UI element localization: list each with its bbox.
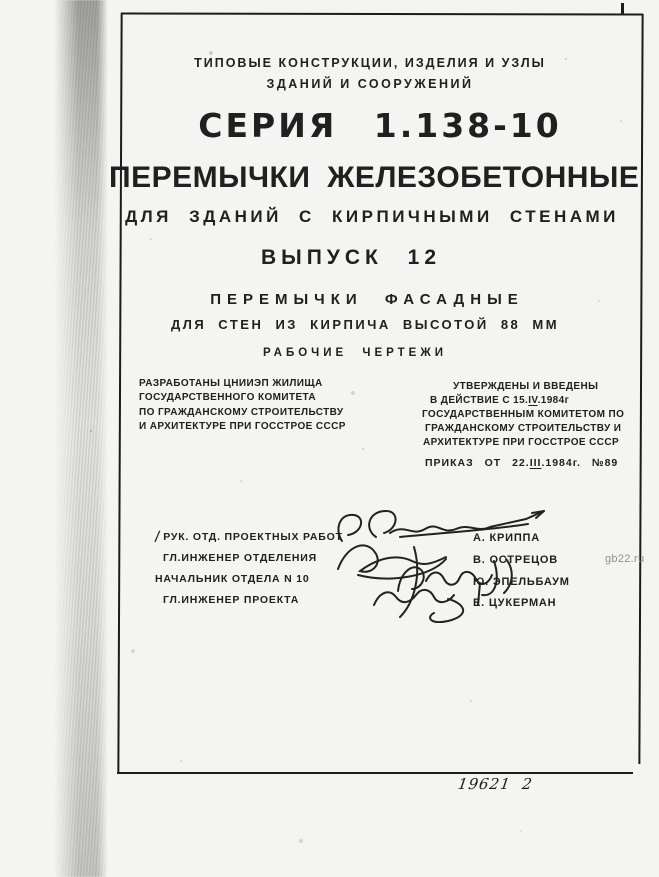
- approval-line: ГОСУДАРСТВЕННЫМ КОМИТЕТОМ ПО: [422, 408, 625, 420]
- inventory-number: 19621 2: [456, 775, 535, 793]
- site-watermark: gb22.ru: [605, 553, 645, 565]
- signature-role: ГЛ.ИНЖЕНЕР ОТДЕЛЕНИЯ: [163, 552, 317, 564]
- signature-names-block: [473, 528, 570, 615]
- order-month-roman: III: [529, 457, 542, 469]
- slash-mark: /: [153, 528, 162, 547]
- border-frame-bottom: [117, 772, 633, 774]
- document-category-line1: ТИПОВЫЕ КОНСТРУКЦИИ, ИЗДЕЛИЯ И УЗЛЫ: [194, 56, 546, 70]
- approval-line: АРХИТЕКТУРЕ ПРИ ГОССТРОЕ СССР: [423, 436, 620, 448]
- section-title: ПЕРЕМЫЧКИ ФАСАДНЫЕ: [210, 291, 524, 308]
- signature-role: НАЧАЛЬНИК ОТДЕЛА N 10: [155, 573, 310, 585]
- page-corner-tick: [621, 3, 624, 15]
- document-title: ПЕРЕМЫЧКИ ЖЕЛЕЗОБЕТОННЫЕ: [109, 161, 640, 194]
- developed-by-line: РАЗРАБОТАНЫ ЦНИИЭП ЖИЛИЩА: [139, 378, 323, 389]
- signature-role: / РУК. ОТД. ПРОЕКТНЫХ РАБОТ: [153, 528, 343, 547]
- order-line: ПРИКАЗ ОТ 22.III.1984г. №89: [425, 457, 619, 469]
- approval-line: УТВЕРЖДЕНЫ И ВВЕДЕНЫ: [453, 381, 599, 392]
- signature-roles-block: [155, 527, 343, 611]
- approval-block: [422, 380, 624, 450]
- signature-name: Ю. ЭПЕЛЬБАУМ: [473, 575, 570, 588]
- developed-by-line: ПО ГРАЖДАНСКОМУ СТРОИТЕЛЬСТВУ: [139, 406, 344, 418]
- approval-line: ГРАЖДАНСКОМУ СТРОИТЕЛЬСТВУ И: [425, 422, 622, 434]
- developed-by-line: ГОСУДАРСТВЕННОГО КОМИТЕТА: [139, 392, 317, 404]
- signature-name: Е. ЦУКЕРМАН: [473, 597, 557, 610]
- signature-name: А. КРИППА: [473, 532, 540, 544]
- approval-month-roman: IV: [528, 394, 538, 406]
- section-subtitle: ДЛЯ СТЕН ИЗ КИРПИЧА ВЫСОТОЙ 88 ММ: [170, 317, 560, 332]
- signature-name: В. ОСТРЕЦОВ: [473, 553, 559, 566]
- approval-date-line: В ДЕЙСТВИЕ С 15.IV.1984г: [430, 394, 570, 406]
- border-frame-top: [121, 12, 643, 15]
- scan-noise-speckles: [0, 0, 2, 2]
- working-drawings-label: РАБОЧИЕ ЧЕРТЕЖИ: [262, 347, 447, 359]
- document-subtitle: ДЛЯ ЗДАНИЙ С КИРПИЧНЫМИ СТЕНАМИ: [125, 207, 619, 226]
- developed-by-line: И АРХИТЕКТУРЕ ПРИ ГОССТРОЕ СССР: [139, 421, 346, 433]
- scan-edge-artifact: [54, 0, 108, 877]
- document-category-line2: ЗДАНИЙ И СООРУЖЕНИЙ: [266, 77, 474, 91]
- signature-role: ГЛ.ИНЖЕНЕР ПРОЕКТА: [163, 594, 300, 606]
- developed-by-block: [139, 377, 346, 435]
- issue-number: ВЫПУСК 12: [260, 246, 442, 269]
- series-number: СЕРИЯ 1.138-10: [198, 106, 562, 145]
